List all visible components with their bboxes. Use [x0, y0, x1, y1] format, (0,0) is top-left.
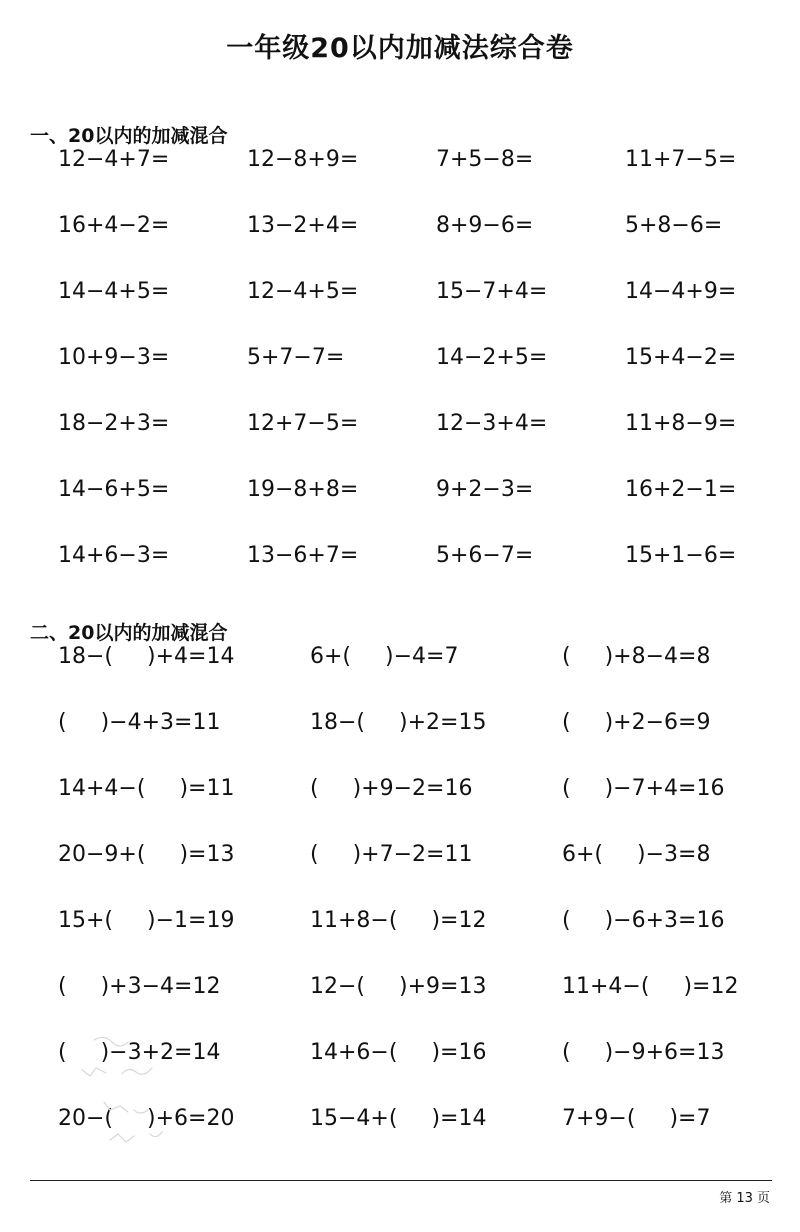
arithmetic-problem: 11+7−5= [625, 147, 737, 172]
section-1-heading: 一、20以内的加减混合 [30, 125, 228, 147]
arithmetic-problem: 12−3+4= [436, 411, 548, 436]
problem-prefix: 11+4−( [562, 974, 650, 999]
footer-divider [30, 1180, 772, 1181]
arithmetic-problem: 12−4+5= [247, 279, 359, 304]
arithmetic-problem: 13−6+7= [247, 543, 359, 568]
problem-prefix: 7+9−( [562, 1106, 636, 1131]
problem-prefix: ( [562, 644, 571, 669]
problem-suffix: )+3−4=12 [100, 974, 221, 999]
arithmetic-problem: 11+8−9= [625, 411, 737, 436]
fill-in-blank-problem [562, 1102, 762, 1168]
problem-prefix: 18−( [58, 644, 114, 669]
section-1-problems [58, 143, 775, 605]
problem-prefix: 11+8−( [310, 908, 398, 933]
problem-prefix: ( [310, 776, 319, 801]
problem-suffix: )+4=14 [147, 644, 235, 669]
problem-prefix: 18−( [310, 710, 366, 735]
fill-in-blank-problem [310, 1102, 562, 1168]
fill-in-blank-problem [58, 904, 310, 970]
arithmetic-problem: 14−2+5= [436, 345, 548, 370]
problem-suffix: )=12 [683, 974, 739, 999]
problem-suffix: )+2−6=9 [604, 710, 711, 735]
fill-in-blank-problem [310, 904, 562, 970]
problem-prefix: ( [58, 1040, 67, 1065]
arithmetic-problem: 15+1−6= [625, 543, 737, 568]
section-2-heading: 二、20以内的加减混合 [30, 622, 228, 644]
fill-in-blank-problem [562, 1036, 762, 1102]
problem-suffix: )=16 [431, 1040, 487, 1065]
problem-prefix: 20−( [58, 1106, 114, 1131]
fill-in-blank-problem [562, 640, 762, 706]
problem-suffix: )−3+2=14 [100, 1040, 221, 1065]
problem-suffix: )+8−4=8 [604, 644, 711, 669]
problem-suffix: )+2=15 [399, 710, 487, 735]
arithmetic-problem: 10+9−3= [58, 345, 170, 370]
fill-in-blank-problem [58, 772, 310, 838]
problem-prefix: 14+4−( [58, 776, 146, 801]
fill-in-blank-problem [58, 970, 310, 1036]
problem-prefix: 6+( [562, 842, 604, 867]
arithmetic-problem: 14−4+5= [58, 279, 170, 304]
page-title: 一年级20以内加减法综合卷 [226, 33, 574, 64]
fill-in-blank-problem [562, 706, 762, 772]
problem-suffix: )−4+3=11 [100, 710, 221, 735]
problem-suffix: )=11 [179, 776, 235, 801]
arithmetic-problem: 5+7−7= [247, 345, 345, 370]
fill-in-blank-problem [562, 904, 762, 970]
problem-suffix: )−1=19 [147, 908, 235, 933]
arithmetic-problem: 12−4+7= [58, 147, 170, 172]
problem-suffix: )−6+3=16 [604, 908, 725, 933]
problem-prefix: 20−9+( [58, 842, 146, 867]
problem-suffix: )+6=20 [147, 1106, 235, 1131]
arithmetic-problem: 5+6−7= [436, 543, 534, 568]
arithmetic-problem: 14+6−3= [58, 543, 170, 568]
problem-prefix: ( [58, 710, 67, 735]
arithmetic-problem: 9+2−3= [436, 477, 534, 502]
arithmetic-problem: 18−2+3= [58, 411, 170, 436]
problem-suffix: )−7+4=16 [604, 776, 725, 801]
problem-suffix: )=12 [431, 908, 487, 933]
problem-suffix: )−9+6=13 [604, 1040, 725, 1065]
arithmetic-problem: 13−2+4= [247, 213, 359, 238]
arithmetic-problem: 8+9−6= [436, 213, 534, 238]
arithmetic-problem: 14−6+5= [58, 477, 170, 502]
arithmetic-problem: 7+5−8= [436, 147, 534, 172]
fill-in-blank-problem [58, 838, 310, 904]
fill-in-blank-problem [310, 772, 562, 838]
problem-prefix: ( [310, 842, 319, 867]
arithmetic-problem: 16+2−1= [625, 477, 737, 502]
problem-prefix: ( [562, 710, 571, 735]
fill-in-blank-problem [310, 640, 562, 706]
arithmetic-problem: 12+7−5= [247, 411, 359, 436]
problem-prefix: 15+( [58, 908, 114, 933]
problem-suffix: )+7−2=11 [352, 842, 473, 867]
problem-prefix: 14+6−( [310, 1040, 398, 1065]
fill-in-blank-problem [58, 640, 310, 706]
problem-suffix: )+9−2=16 [352, 776, 473, 801]
fill-in-blank-problem [562, 772, 762, 838]
problem-prefix: 15−4+( [310, 1106, 398, 1131]
arithmetic-problem: 16+4−2= [58, 213, 170, 238]
arithmetic-problem: 14−4+9= [625, 279, 737, 304]
arithmetic-problem: 19−8+8= [247, 477, 359, 502]
problem-suffix: )+9=13 [399, 974, 487, 999]
page-number: 第 13 页 [719, 1191, 770, 1206]
faint-stamp-mark [74, 1030, 184, 1160]
arithmetic-problem: 12−8+9= [247, 147, 359, 172]
problem-prefix: ( [58, 974, 67, 999]
fill-in-blank-problem [58, 706, 310, 772]
problem-suffix: )=14 [431, 1106, 487, 1131]
fill-in-blank-problem [562, 970, 762, 1036]
problem-suffix: )=7 [669, 1106, 711, 1131]
problem-suffix: )−4=7 [385, 644, 459, 669]
problem-prefix: ( [562, 776, 571, 801]
problem-prefix: ( [562, 908, 571, 933]
problem-suffix: )=13 [179, 842, 235, 867]
problem-suffix: )−3=8 [637, 842, 711, 867]
arithmetic-problem: 5+8−6= [625, 213, 723, 238]
fill-in-blank-problem [310, 706, 562, 772]
fill-in-blank-problem [562, 838, 762, 904]
fill-in-blank-problem [310, 838, 562, 904]
arithmetic-problem: 15−7+4= [436, 279, 548, 304]
fill-in-blank-problem [310, 1036, 562, 1102]
problem-prefix: ( [562, 1040, 571, 1065]
problem-prefix: 6+( [310, 644, 352, 669]
fill-in-blank-problem [310, 970, 562, 1036]
arithmetic-problem: 15+4−2= [625, 345, 737, 370]
problem-prefix: 12−( [310, 974, 366, 999]
